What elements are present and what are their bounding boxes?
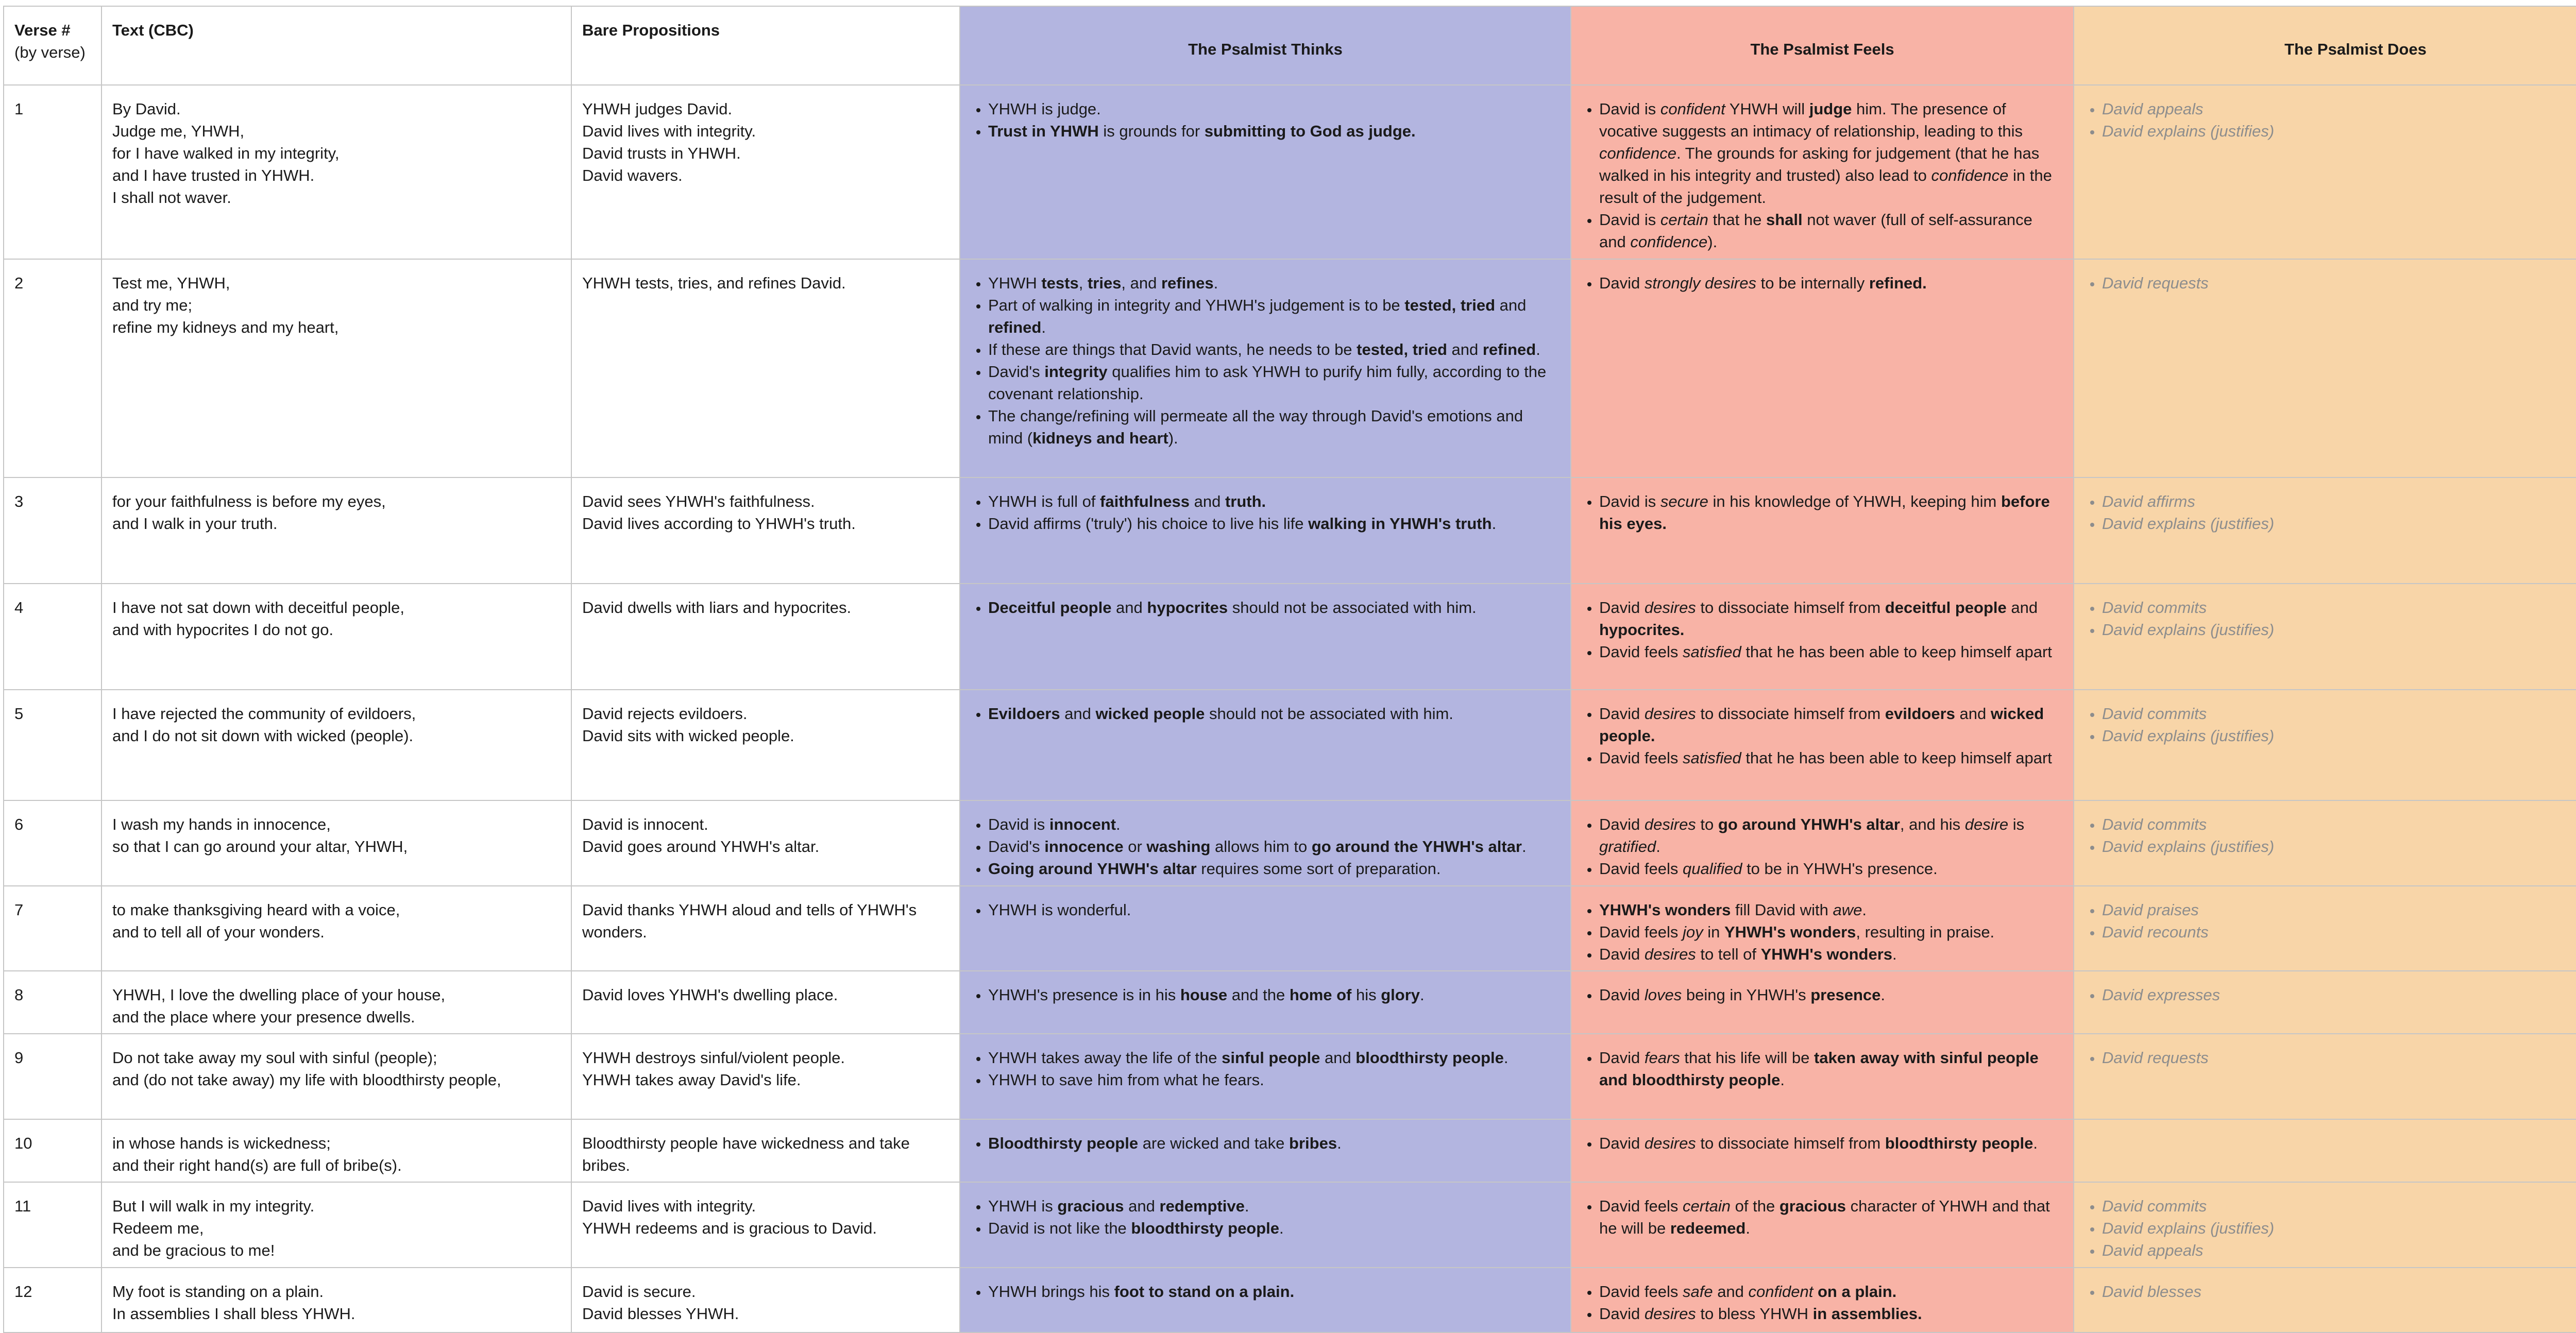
table-body xyxy=(4,85,2576,1332)
thinks-item: • David affirms ('truly') his choice to live his life walking in YHWH's truth. xyxy=(988,512,1560,535)
thinks-item-list xyxy=(971,1047,1560,1091)
feels-cell xyxy=(1571,477,2074,584)
does-item-list xyxy=(2084,984,2576,1006)
feels-cell xyxy=(1571,1119,2074,1182)
verse-header xyxy=(4,6,101,85)
verse-text-line: to make thanksgiving heard with a voice, xyxy=(112,901,400,919)
does-header: The Psalmist Does xyxy=(2074,6,2576,85)
does-item: • David commits xyxy=(2102,703,2576,725)
feels-item: • David fears that his life will be taken away with sinful people and bloodthirsty people. xyxy=(1599,1047,2063,1091)
feels-item-list xyxy=(1582,1047,2063,1091)
feels-cell xyxy=(1571,85,2074,259)
verse-text-line: refine my kidneys and my heart, xyxy=(112,318,339,336)
bare-propositions-cell xyxy=(571,477,960,584)
verse-text-line: and to tell all of your wonders. xyxy=(112,923,325,941)
verse-text-cell xyxy=(101,477,571,584)
verse-text-cell xyxy=(101,971,571,1034)
does-item: • David explains (justifies) xyxy=(2102,512,2576,535)
feels-item: • David is confident YHWH will judge him. The presence of vocative suggests an intimacy of relationship, leading to this confidence. The grounds for asking for judgement (that he has walked in his integrity and trusted) also lead to confidence in the result of the judgement. xyxy=(1599,98,2063,209)
thinks-cell xyxy=(960,1034,1571,1119)
feels-item-list xyxy=(1582,490,2063,535)
does-item: • David appeals xyxy=(2102,98,2576,120)
does-item: • David praises xyxy=(2102,899,2576,921)
thinks-item: • YHWH is wonderful. xyxy=(988,899,1560,921)
thinks-item-list xyxy=(971,813,1560,880)
verse-text-line: for I have walked in my integrity, xyxy=(112,144,340,162)
thinks-item: • YHWH is judge. xyxy=(988,98,1560,120)
bare-proposition-line: YHWH judges David. xyxy=(582,100,733,118)
feels-item-list xyxy=(1582,596,2063,663)
feels-cell xyxy=(1571,971,2074,1034)
verse-text-line: Do not take away my soul with sinful (people); xyxy=(112,1049,437,1067)
bare-proposition-line: David loves YHWH's dwelling place. xyxy=(582,986,838,1004)
does-item: • David requests xyxy=(2102,1047,2576,1069)
does-cell xyxy=(2074,800,2576,886)
feels-item-list xyxy=(1582,899,2063,965)
thinks-item: • The change/refining will permeate all the way through David's emotions and mind (kidneys and heart). xyxy=(988,405,1560,449)
bare-proposition-line: YHWH tests, tries, and refines David. xyxy=(582,274,846,292)
thinks-cell xyxy=(960,690,1571,800)
header-row xyxy=(4,6,2576,85)
bare-propositions-cell xyxy=(571,886,960,971)
bare-proposition-line: YHWH destroys sinful/violent people. xyxy=(582,1049,845,1067)
does-item-list xyxy=(2084,98,2576,142)
verse-text-line: and (do not take away) my life with bloodthirsty people, xyxy=(112,1071,501,1089)
does-item-list xyxy=(2084,1280,2576,1303)
feels-item-list xyxy=(1582,984,2063,1006)
table-row xyxy=(4,584,2576,690)
does-item-list xyxy=(2084,490,2576,535)
bare-propositions-cell xyxy=(571,1119,960,1182)
bare-proposition-line: Bloodthirsty people have wickedness and take bribes. xyxy=(582,1134,910,1174)
thinks-cell xyxy=(960,886,1571,971)
feels-item: • David desires to tell of YHWH's wonders. xyxy=(1599,943,2063,965)
verse-number-cell: 11 xyxy=(4,1182,101,1268)
bare-propositions-header: Bare Propositions xyxy=(571,6,960,85)
psalm-analysis-table xyxy=(3,6,2576,1333)
feels-item: • David strongly desires to be internally refined. xyxy=(1599,272,2063,294)
does-cell xyxy=(2074,584,2576,690)
bare-proposition-line: David lives with integrity. xyxy=(582,122,756,140)
feels-item: • David feels satisfied that he has been able to keep himself apart xyxy=(1599,747,2063,769)
does-cell xyxy=(2074,1268,2576,1332)
feels-item: • David feels joy in YHWH's wonders, resulting in praise. xyxy=(1599,921,2063,943)
bare-propositions-cell xyxy=(571,690,960,800)
thinks-item: • YHWH is full of faithfulness and truth. xyxy=(988,490,1560,512)
does-item-list xyxy=(2084,703,2576,747)
verse-text-cell xyxy=(101,1182,571,1268)
thinks-item: • Going around YHWH's altar requires some sort of preparation. xyxy=(988,858,1560,880)
thinks-item-list xyxy=(971,1132,1560,1154)
thinks-item: • David's innocence or washing allows him to go around the YHWH's altar. xyxy=(988,835,1560,858)
feels-item-list xyxy=(1582,1280,2063,1325)
text-header: Text (CBC) xyxy=(101,6,571,85)
bare-propositions-cell xyxy=(571,800,960,886)
thinks-cell xyxy=(960,259,1571,477)
feels-item-list xyxy=(1582,272,2063,294)
feels-item: • David is certain that he shall not waver (full of self-assurance and confidence). xyxy=(1599,209,2063,253)
does-cell xyxy=(2074,1119,2576,1182)
table-row xyxy=(4,1182,2576,1268)
feels-item-list xyxy=(1582,1195,2063,1239)
thinks-item: • YHWH takes away the life of the sinful people and bloodthirsty people. xyxy=(988,1047,1560,1069)
thinks-item: • Bloodthirsty people are wicked and take bribes. xyxy=(988,1132,1560,1154)
verse-number-cell: 1 xyxy=(4,85,101,259)
verse-text-line: and try me; xyxy=(112,296,193,314)
thinks-cell xyxy=(960,1119,1571,1182)
does-item: • David requests xyxy=(2102,272,2576,294)
table-row xyxy=(4,477,2576,584)
feels-cell xyxy=(1571,584,2074,690)
bare-propositions-cell xyxy=(571,1034,960,1119)
does-cell xyxy=(2074,1034,2576,1119)
does-item-list xyxy=(2084,1047,2576,1069)
feels-item-list xyxy=(1582,98,2063,253)
bare-proposition-line: David is secure. xyxy=(582,1283,696,1301)
does-item: • David commits xyxy=(2102,813,2576,835)
verse-text-line: My foot is standing on a plain. xyxy=(112,1283,324,1301)
thinks-item: • Deceitful people and hypocrites should not be associated with him. xyxy=(988,596,1560,619)
verse-text-cell xyxy=(101,1034,571,1119)
does-item: • David explains (justifies) xyxy=(2102,835,2576,858)
verse-number-cell: 4 xyxy=(4,584,101,690)
feels-item: • YHWH's wonders fill David with awe. xyxy=(1599,899,2063,921)
does-cell xyxy=(2074,971,2576,1034)
verse-text-cell xyxy=(101,584,571,690)
feels-item: • David feels safe and confident on a plain. xyxy=(1599,1280,2063,1303)
does-cell xyxy=(2074,477,2576,584)
verse-header-label: Verse # xyxy=(14,21,71,39)
does-cell xyxy=(2074,259,2576,477)
verse-text-line: and be gracious to me! xyxy=(112,1241,275,1259)
thinks-header: The Psalmist Thinks xyxy=(960,6,1571,85)
does-item-list xyxy=(2084,272,2576,294)
table-row xyxy=(4,1034,2576,1119)
feels-item: • David loves being in YHWH's presence. xyxy=(1599,984,2063,1006)
bare-proposition-line: David is innocent. xyxy=(582,815,708,833)
verse-number-cell: 8 xyxy=(4,971,101,1034)
verse-text-line: Test me, YHWH, xyxy=(112,274,230,292)
verse-text-line: and their right hand(s) are full of bribe(s). xyxy=(112,1156,402,1174)
verse-text-line: I shall not waver. xyxy=(112,189,231,207)
feels-header: The Psalmist Feels xyxy=(1571,6,2074,85)
does-cell xyxy=(2074,85,2576,259)
verse-text-line: YHWH, I love the dwelling place of your house, xyxy=(112,986,446,1004)
feels-item: • David is secure in his knowledge of YHWH, keeping him before his eyes. xyxy=(1599,490,2063,535)
verse-text-line: Redeem me, xyxy=(112,1219,204,1237)
bare-proposition-line: David wavers. xyxy=(582,166,683,184)
does-item: • David blesses xyxy=(2102,1280,2576,1303)
thinks-item: • Evildoers and wicked people should not be associated with him. xyxy=(988,703,1560,725)
verse-text-cell xyxy=(101,1268,571,1332)
verse-text-line: and I walk in your truth. xyxy=(112,515,278,533)
verse-text-line: and with hypocrites I do not go. xyxy=(112,621,334,639)
bare-proposition-line: David sees YHWH's faithfulness. xyxy=(582,492,815,510)
thinks-cell xyxy=(960,477,1571,584)
thinks-item-list xyxy=(971,596,1560,619)
feels-item-list xyxy=(1582,1132,2063,1154)
feels-item: • David feels certain of the gracious character of YHWH and that he will be redeemed. xyxy=(1599,1195,2063,1239)
feels-cell xyxy=(1571,1182,2074,1268)
thinks-cell xyxy=(960,584,1571,690)
verse-text-cell xyxy=(101,259,571,477)
feels-item-list xyxy=(1582,703,2063,769)
thinks-item: • Part of walking in integrity and YHWH's judgement is to be tested, tried and refined. xyxy=(988,294,1560,338)
bare-propositions-cell xyxy=(571,1182,960,1268)
does-item: • David explains (justifies) xyxy=(2102,619,2576,641)
thinks-item: • David is innocent. xyxy=(988,813,1560,835)
does-item: • David recounts xyxy=(2102,921,2576,943)
feels-item: • David desires to bless YHWH in assemblies. xyxy=(1599,1303,2063,1325)
does-item: • David affirms xyxy=(2102,490,2576,512)
does-cell xyxy=(2074,1182,2576,1268)
feels-item: • David desires to dissociate himself from evildoers and wicked people. xyxy=(1599,703,2063,747)
does-item: • David explains (justifies) xyxy=(2102,725,2576,747)
verse-text-line: In assemblies I shall bless YHWH. xyxy=(112,1305,355,1323)
verse-text-line: so that I can go around your altar, YHWH, xyxy=(112,838,408,856)
thinks-item-list xyxy=(971,899,1560,921)
does-item-list xyxy=(2084,596,2576,641)
does-item: • David commits xyxy=(2102,1195,2576,1217)
bare-propositions-cell xyxy=(571,259,960,477)
does-item: • David explains (justifies) xyxy=(2102,120,2576,142)
does-cell xyxy=(2074,690,2576,800)
table-row xyxy=(4,690,2576,800)
bare-proposition-line: David thanks YHWH aloud and tells of YHWH's wonders. xyxy=(582,901,917,941)
verse-text-cell xyxy=(101,1119,571,1182)
verse-text-line: I have rejected the community of evildoers, xyxy=(112,705,416,723)
verse-number-cell: 5 xyxy=(4,690,101,800)
verse-text-line: for your faithfulness is before my eyes, xyxy=(112,492,386,510)
verse-number-cell: 7 xyxy=(4,886,101,971)
thinks-item-list xyxy=(971,98,1560,142)
verse-number-cell: 10 xyxy=(4,1119,101,1182)
bare-propositions-cell xyxy=(571,971,960,1034)
verse-text-cell xyxy=(101,886,571,971)
bare-proposition-line: David trusts in YHWH. xyxy=(582,144,741,162)
verse-text-line: in whose hands is wickedness; xyxy=(112,1134,331,1152)
bare-proposition-line: David dwells with liars and hypocrites. xyxy=(582,599,852,617)
does-cell xyxy=(2074,886,2576,971)
thinks-cell xyxy=(960,1268,1571,1332)
thinks-cell xyxy=(960,85,1571,259)
does-item: • David commits xyxy=(2102,596,2576,619)
thinks-item: • David's integrity qualifies him to ask YHWH to purify him fully, according to the covenant relationship. xyxy=(988,361,1560,405)
does-item: • David appeals xyxy=(2102,1239,2576,1261)
thinks-item: • YHWH's presence is in his house and the home of his glory. xyxy=(988,984,1560,1006)
thinks-item-list xyxy=(971,490,1560,535)
bare-propositions-cell xyxy=(571,85,960,259)
does-item: • David expresses xyxy=(2102,984,2576,1006)
bare-proposition-line: YHWH takes away David's life. xyxy=(582,1071,801,1089)
feels-cell xyxy=(1571,1268,2074,1332)
feels-item: • David desires to dissociate himself from deceitful people and hypocrites. xyxy=(1599,596,2063,641)
thinks-item-list xyxy=(971,1195,1560,1239)
feels-item: • David desires to go around YHWH's altar, and his desire is gratified. xyxy=(1599,813,2063,858)
thinks-item: • David is not like the bloodthirsty people. xyxy=(988,1217,1560,1239)
verse-number-cell: 6 xyxy=(4,800,101,886)
verse-text-line: I have not sat down with deceitful people, xyxy=(112,599,404,617)
feels-item-list xyxy=(1582,813,2063,880)
verse-text-line: and I have trusted in YHWH. xyxy=(112,166,315,184)
verse-text-line: and the place where your presence dwells. xyxy=(112,1008,415,1026)
feels-cell xyxy=(1571,690,2074,800)
bare-proposition-line: David lives according to YHWH's truth. xyxy=(582,515,856,533)
feels-cell xyxy=(1571,259,2074,477)
feels-item: • David feels satisfied that he has been able to keep himself apart xyxy=(1599,641,2063,663)
verse-text-line: By David. xyxy=(112,100,181,118)
verse-number-cell: 9 xyxy=(4,1034,101,1119)
verse-number-cell: 12 xyxy=(4,1268,101,1332)
bare-propositions-cell xyxy=(571,584,960,690)
feels-item: • David desires to dissociate himself from bloodthirsty people. xyxy=(1599,1132,2063,1154)
thinks-item: • If these are things that David wants, he needs to be tested, tried and refined. xyxy=(988,338,1560,361)
verse-text-line: and I do not sit down with wicked (people). xyxy=(112,727,414,745)
feels-cell xyxy=(1571,886,2074,971)
bare-proposition-line: YHWH redeems and is gracious to David. xyxy=(582,1219,877,1237)
bare-propositions-cell xyxy=(571,1268,960,1332)
thinks-item: • YHWH tests, tries, and refines. xyxy=(988,272,1560,294)
bare-proposition-line: David rejects evildoers. xyxy=(582,705,748,723)
thinks-item: • YHWH to save him from what he fears. xyxy=(988,1069,1560,1091)
verse-text-cell xyxy=(101,690,571,800)
verse-text-line: But I will walk in my integrity. xyxy=(112,1197,315,1215)
table-row xyxy=(4,259,2576,477)
thinks-cell xyxy=(960,971,1571,1034)
does-item: • David explains (justifies) xyxy=(2102,1217,2576,1239)
bare-proposition-line: David blesses YHWH. xyxy=(582,1305,739,1323)
does-item-list xyxy=(2084,899,2576,943)
thinks-item-list xyxy=(971,1280,1560,1303)
verse-text-cell xyxy=(101,800,571,886)
verse-number-cell: 2 xyxy=(4,259,101,477)
thinks-item-list xyxy=(971,984,1560,1006)
thinks-item: • YHWH is gracious and redemptive. xyxy=(988,1195,1560,1217)
feels-item: • David feels qualified to be in YHWH's presence. xyxy=(1599,858,2063,880)
table-row xyxy=(4,1119,2576,1182)
does-item-list xyxy=(2084,813,2576,858)
table-row xyxy=(4,886,2576,971)
thinks-item-list xyxy=(971,272,1560,449)
bare-proposition-line: David goes around YHWH's altar. xyxy=(582,838,820,856)
feels-cell xyxy=(1571,1034,2074,1119)
thinks-item: • YHWH brings his foot to stand on a plain. xyxy=(988,1280,1560,1303)
verse-text-line: Judge me, YHWH, xyxy=(112,122,245,140)
does-item-list xyxy=(2084,1195,2576,1261)
verse-number-cell: 3 xyxy=(4,477,101,584)
verse-header-sub: (by verse) xyxy=(14,43,86,61)
thinks-item-list xyxy=(971,703,1560,725)
table-row xyxy=(4,85,2576,259)
thinks-cell xyxy=(960,1182,1571,1268)
verse-text-cell xyxy=(101,85,571,259)
table-row xyxy=(4,1268,2576,1332)
table-row xyxy=(4,800,2576,886)
verse-text-line: I wash my hands in innocence, xyxy=(112,815,331,833)
feels-cell xyxy=(1571,800,2074,886)
thinks-item: • Trust in YHWH is grounds for submitting to God as judge. xyxy=(988,120,1560,142)
bare-proposition-line: David lives with integrity. xyxy=(582,1197,756,1215)
bare-proposition-line: David sits with wicked people. xyxy=(582,727,794,745)
thinks-cell xyxy=(960,800,1571,886)
table-row xyxy=(4,971,2576,1034)
